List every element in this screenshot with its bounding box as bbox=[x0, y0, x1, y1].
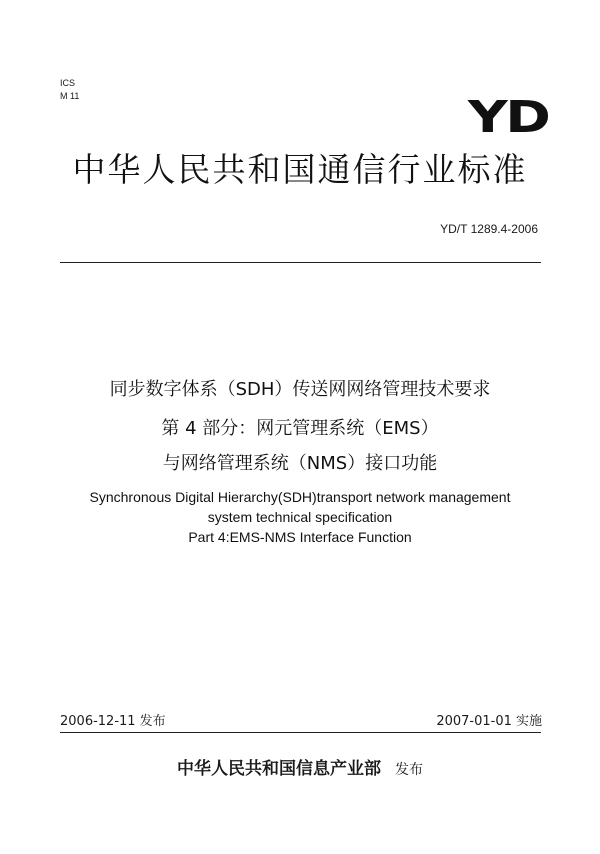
yd-logo: YD bbox=[467, 92, 548, 143]
implementation-date: 2007-01-01 实施 bbox=[436, 714, 542, 729]
issuer-name: 中华人民共和国信息产业部 bbox=[177, 759, 381, 779]
standard-number: YD/T 1289.4-2006 bbox=[440, 222, 538, 236]
ics-label: ICS bbox=[60, 78, 76, 88]
english-title-line-2: system technical specification bbox=[207, 509, 393, 525]
english-title-line-3: Part 4:EMS-NMS Interface Function bbox=[188, 529, 412, 545]
issue-date: 2006-12-11 发布 bbox=[60, 714, 166, 729]
chinese-title-line-2: 第 4 部分：网元管理系统（EMS） bbox=[161, 418, 439, 439]
standard-title: 中华人民共和国通信行业标准 bbox=[72, 150, 528, 189]
chinese-title-line-3: 与网络管理系统（NMS）接口功能 bbox=[162, 453, 438, 474]
classification-code: M 11 bbox=[60, 91, 80, 101]
top-divider bbox=[60, 262, 541, 263]
issuer-suffix: 发布 bbox=[395, 762, 423, 778]
chinese-title-line-1: 同步数字体系（SDH）传送网网络管理技术要求 bbox=[109, 379, 491, 400]
english-title-line-1: Synchronous Digital Hierarchy(SDH)transport network management bbox=[89, 489, 511, 505]
bottom-divider bbox=[60, 732, 541, 733]
issuer-line bbox=[0, 758, 600, 781]
